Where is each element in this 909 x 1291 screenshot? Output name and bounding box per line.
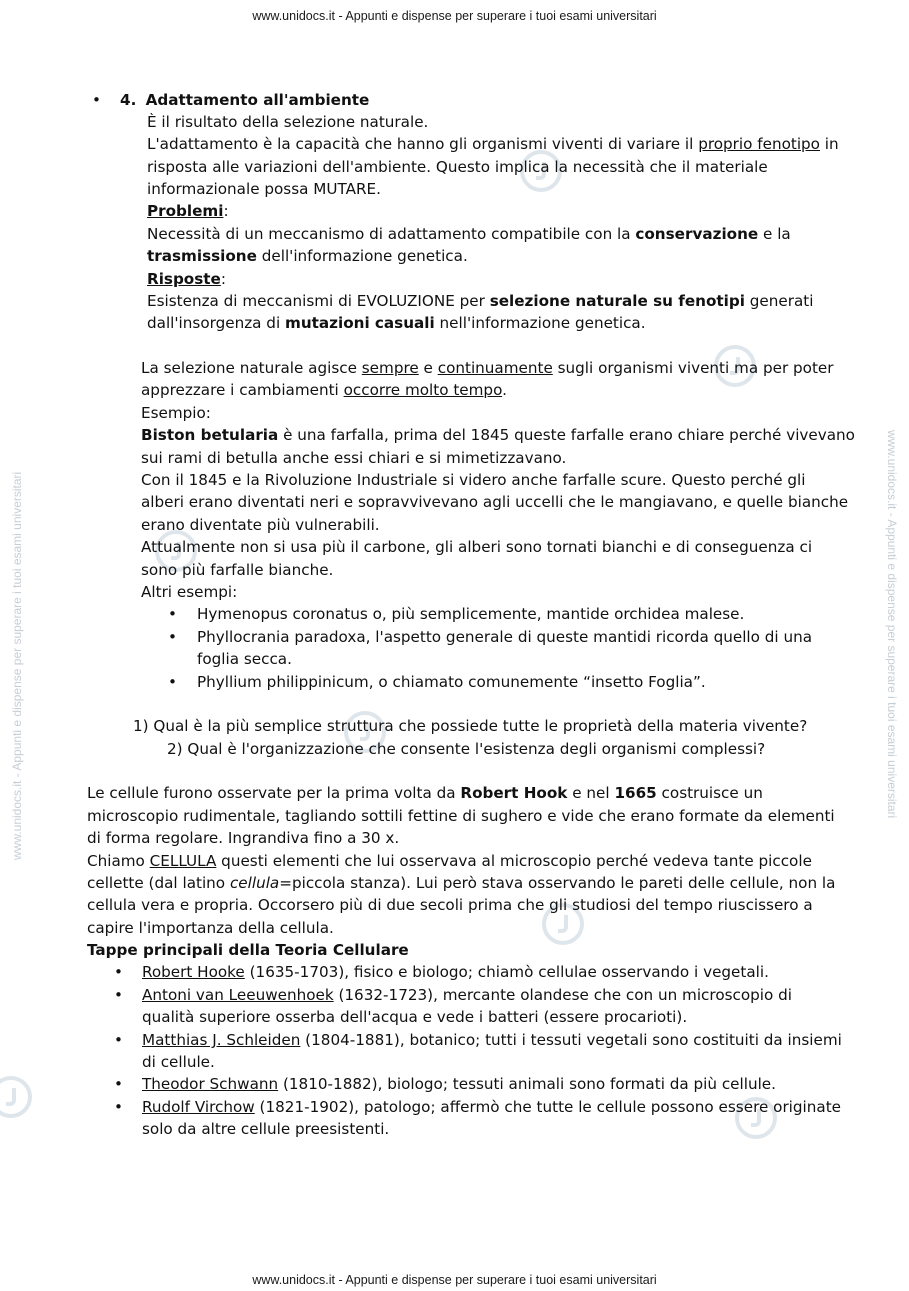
bold-text: conservazione <box>635 225 759 243</box>
paragraph-line: microscopio rudimentale, tagliando sottili fettine di sughero e vide che erano formate da elementi <box>87 807 835 825</box>
scientist-name: Robert Hooke <box>142 963 245 981</box>
list-item <box>142 984 792 1006</box>
paragraph-line: È il risultato della selezione naturale. <box>147 113 429 131</box>
list-item: Phyllium philippinicum, o chiamato comunemente “insetto Foglia”. <box>197 673 706 691</box>
text-run: (1632-1723), mercante olandese che con un microscopio di <box>333 986 793 1004</box>
risposte-label: Risposte: <box>147 270 226 288</box>
list-bullet: • <box>114 1075 123 1093</box>
text-run: apprezzare i cambiamenti <box>141 381 344 399</box>
question-2: 2) Qual è l'organizzazione che consente l'esistenza degli organismi complessi? <box>167 740 766 758</box>
problemi-label: Problemi: <box>147 202 229 220</box>
underlined-text: CELLULA <box>149 852 217 870</box>
text-run: (1804-1881), botanico; tutti i tessuti vegetali sono costituiti da insiemi <box>300 1031 842 1049</box>
scientist-name: Antoni van Leeuwenhoek <box>142 986 334 1004</box>
paragraph-line <box>87 782 763 804</box>
bold-text: Robert Hook <box>460 784 568 802</box>
tappe-heading: Tappe principali della Teoria Cellulare <box>87 941 409 959</box>
underlined-text: occorre molto tempo <box>343 381 503 399</box>
paragraph-line: risposta alle variazioni dell'ambiente. Questo implica la necessità che il materiale <box>147 158 768 176</box>
paragraph-line: sui rami di betulla anche essi chiari e si mimetizzavano. <box>141 449 567 467</box>
paragraph-line: di forma regolare. Ingrandiva fino a 30 x. <box>87 829 400 847</box>
paragraph-line: capire l'importanza della cellula. <box>87 919 334 937</box>
list-bullet: • <box>168 605 177 623</box>
text-run: dall'insorgenza di <box>147 314 285 332</box>
list-item: Phyllocrania paradoxa, l'aspetto generale di queste mantidi ricorda quello di una <box>197 628 813 646</box>
text-run: (1635-1703), fisico e biologo; chiamò cellulae osservando i vegetali. <box>244 963 769 981</box>
text-run: generati <box>744 292 814 310</box>
text-run: è una farfalla, prima del 1845 queste farfalle erano chiare perché vivevano <box>278 426 855 444</box>
bold-text: trasmissione <box>147 247 257 265</box>
paragraph-line: Altri esempi: <box>141 583 238 601</box>
paragraph-line <box>141 424 855 446</box>
scientist-name: Theodor Schwann <box>142 1075 279 1093</box>
problemi-heading: Problemi <box>147 202 224 220</box>
text-run: La selezione naturale agisce <box>141 359 362 377</box>
list-bullet: • <box>168 628 177 646</box>
paragraph-line: Esempio: <box>141 404 211 422</box>
text-run: in <box>819 135 839 153</box>
list-bullet: • <box>114 986 123 1004</box>
watermark-footer: www.unidocs.it - Appunti e dispense per superare i tuoi esami universitari <box>252 1273 657 1287</box>
list-item-continuation: di cellule. <box>142 1053 215 1071</box>
bold-text: Biston betularia <box>141 426 279 444</box>
paragraph-line: sono più farfalle bianche. <box>141 561 334 579</box>
text-run: costruisce un <box>656 784 763 802</box>
paragraph-line <box>141 357 834 379</box>
text-run: Esistenza di meccanismi di EVOLUZIONE per <box>147 292 490 310</box>
list-bullet: • <box>168 673 177 691</box>
bold-text: mutazioni casuali <box>285 314 435 332</box>
text-run: (1810-1882), biologo; tessuti animali sono formati da più cellule. <box>278 1075 776 1093</box>
paragraph-line: alberi erano diventati neri e sopravvivevano agli uccelli che le mangiavano, e quelle bianche <box>141 493 849 511</box>
section-number: 4. <box>120 91 137 109</box>
paragraph-line <box>147 133 839 155</box>
paragraph-line: cellula vera e propria. Occorsero più di due secoli prima che gli studiosi del tempo riuscissero a <box>87 896 813 914</box>
text-run: Necessità di un meccanismo di adattamento compatibile con la <box>147 225 636 243</box>
list-bullet: • <box>92 91 101 109</box>
risposte-heading: Risposte <box>147 270 221 288</box>
bold-text: 1665 <box>614 784 657 802</box>
list-item: Hymenopus coronatus o, più semplicemente, mantide orchidea malese. <box>197 605 745 623</box>
list-item-continuation: solo da altre cellule preesistenti. <box>142 1120 390 1138</box>
paragraph-line <box>147 290 813 312</box>
watermark-header: www.unidocs.it - Appunti e dispense per superare i tuoi esami universitari <box>252 9 657 23</box>
section-heading <box>120 89 369 111</box>
text-run: nell'informazione genetica. <box>434 314 646 332</box>
list-item-continuation: qualità superiore osserba dell'acqua e vede i batteri (essere procarioti). <box>142 1008 688 1026</box>
text-run: . <box>502 381 507 399</box>
text-run: L'adattamento è la capacità che hanno gli organismi viventi di variare il <box>147 135 699 153</box>
list-item <box>142 1029 842 1051</box>
paragraph-line <box>87 850 812 872</box>
paragraph-line: erano diventate più vulnerabili. <box>141 516 380 534</box>
underlined-text: continuamente <box>437 359 553 377</box>
text-run: =piccola stanza). Lui però stava osservando le pareti delle cellule, non la <box>279 874 836 892</box>
list-item-continuation: foglia secca. <box>197 650 292 668</box>
list-bullet: • <box>114 1098 123 1116</box>
paragraph-line <box>141 379 507 401</box>
paragraph-line <box>147 245 468 267</box>
list-bullet: • <box>114 1031 123 1049</box>
text-run: dell'informazione genetica. <box>256 247 468 265</box>
watermark-logo-icon <box>0 1076 32 1118</box>
text-run: e la <box>758 225 791 243</box>
paragraph-line: Attualmente non si usa più il carbone, gli alberi sono tornati bianchi e di conseguenza ci <box>141 538 813 556</box>
list-item <box>142 1096 841 1118</box>
list-item <box>142 1073 776 1095</box>
section-title: Adattamento all'ambiente <box>145 91 370 109</box>
text-run: questi elementi che lui osservava al microscopio perché vedeva tante piccole <box>216 852 812 870</box>
list-item <box>142 961 769 983</box>
paragraph-line: Con il 1845 e la Rivoluzione Industriale si videro anche farfalle scure. Questo perché gli <box>141 471 806 489</box>
scientist-name: Matthias J. Schleiden <box>142 1031 301 1049</box>
list-bullet: • <box>114 963 123 981</box>
paragraph-line <box>87 872 835 894</box>
text-run: Chiamo <box>87 852 150 870</box>
italic-text: cellula <box>229 874 280 892</box>
text-run: Le cellule furono osservate per la prima volta da <box>87 784 461 802</box>
text-run: sugli organismi viventi ma per poter <box>552 359 834 377</box>
bold-text: selezione naturale su fenotipi <box>489 292 745 310</box>
paragraph-line <box>147 223 791 245</box>
underlined-text: sempre <box>361 359 419 377</box>
watermark-side-right: www.unidocs.it - Appunti e dispense per superare i tuoi esami universitari <box>885 430 899 819</box>
watermark-side-left: www.unidocs.it - Appunti e dispense per superare i tuoi esami universitari <box>10 471 24 860</box>
paragraph-line: informazionale possa MUTARE. <box>147 180 381 198</box>
text-run: cellette (dal latino <box>87 874 230 892</box>
text-run: (1821-1902), patologo; affermò che tutte le cellule possono essere originate <box>254 1098 841 1116</box>
scientist-name: Rudolf Virchow <box>142 1098 255 1116</box>
text-run: e <box>418 359 438 377</box>
text-run: e nel <box>567 784 615 802</box>
paragraph-line <box>147 312 646 334</box>
question-1: 1) Qual è la più semplice struttura che possiede tutte le proprietà della materia vivente? <box>133 717 808 735</box>
underlined-text: proprio fenotipo <box>698 135 820 153</box>
